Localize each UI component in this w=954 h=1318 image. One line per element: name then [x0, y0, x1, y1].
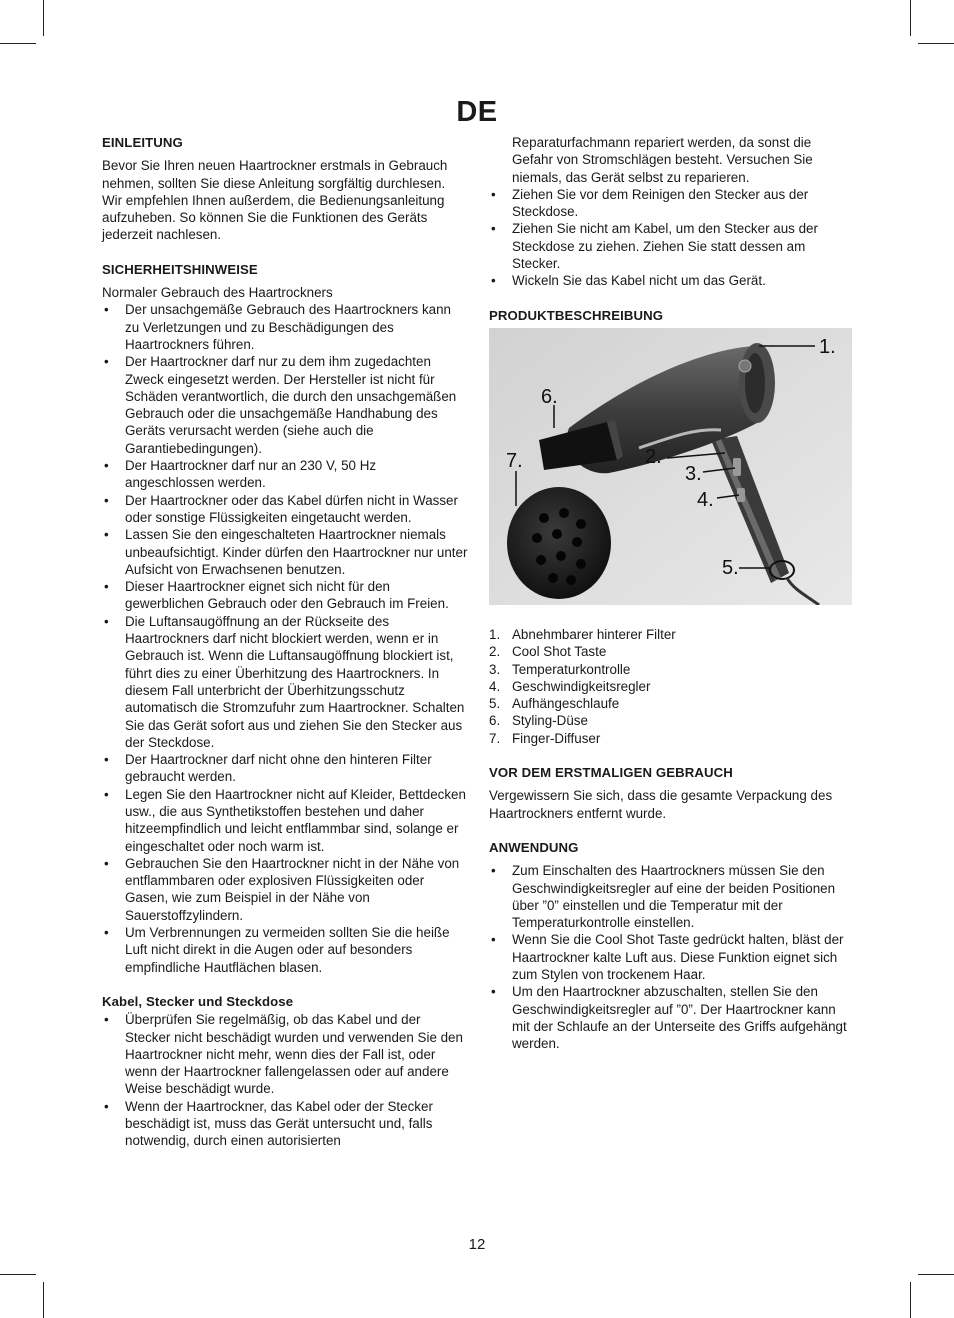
cable-list: [102, 1011, 468, 1149]
part-number: 2.: [489, 644, 501, 660]
part-label: Cool Shot Taste: [512, 644, 607, 660]
callout-label: 6.: [541, 385, 558, 408]
list-item: [489, 695, 853, 712]
part-number: 4.: [489, 678, 501, 694]
list-item: • Die Luftansaugöffnung an der Rückseite des Haartrockners darf nicht blockiert werden, wenn er in Gebrauch ist. Wenn die Luftansaugöffnung blockiert ist, führt dies zu einer Überhitzung des Haartrockners. In diesem Fall unterbricht der Überhitzungsschutz automatisch die Stromzufuhr zum Haartrockner. Schalten Sie das Gerät sofort aus und ziehen Sie den Stecker aus der Steckdose.: [102, 613, 468, 751]
usage-list: [489, 862, 853, 1052]
list-item: • Zum Einschalten des Haartrockners müssen Sie den Geschwindigkeitsregler auf eine der beiden Positionen über ”0” einstellen und die Temperatur mit der Temperaturkontrolle einstellen.: [489, 862, 853, 931]
list-item: [489, 678, 853, 695]
crop-mark: [918, 43, 954, 44]
crop-mark: [0, 1274, 36, 1275]
list-item: • Ziehen Sie vor dem Reinigen den Stecker aus der Steckdose.: [489, 186, 853, 221]
list-item: • Der Haartrockner oder das Kabel dürfen nicht in Wasser oder sonstige Flüssigkeiten eingetaucht werden.: [102, 492, 468, 527]
cable-heading: Kabel, Stecker und Steckdose: [102, 993, 294, 1009]
first-use-text: Vergewissern Sie sich, dass die gesamte Verpackung des Haartrockners entfernt wurde.: [489, 788, 833, 821]
cable-list-continued: [489, 186, 853, 290]
crop-mark: [910, 0, 911, 36]
safety-heading: SICHERHEITSHINWEISE: [102, 261, 258, 277]
list-item: [489, 712, 853, 729]
list-item: • Überprüfen Sie regelmäßig, ob das Kabel und der Stecker nicht beschädigt wurden und verwenden Sie den Haartrockner nicht mehr, wenn dies der Fall ist, oder wenn der Haartrockner fallengelassen oder auf andere Weise beschädigt wurde.: [102, 1011, 468, 1097]
safety-subtitle: Normaler Gebrauch des Haartrockners: [102, 285, 333, 301]
part-number: 6.: [489, 713, 501, 729]
crop-mark: [0, 43, 36, 44]
crop-mark: [918, 1274, 954, 1275]
safety-list: [102, 301, 468, 976]
page-number: 12: [468, 1236, 486, 1253]
crop-mark: [43, 1282, 44, 1318]
list-item: [489, 626, 853, 643]
part-label: Temperaturkontrolle: [512, 661, 631, 677]
product-heading: PRODUKTBESCHREIBUNG: [489, 307, 664, 323]
list-item: [489, 730, 853, 747]
parts-list: [489, 626, 853, 747]
list-item: • Der Haartrockner darf nicht ohne den hinteren Filter gebraucht werden.: [102, 751, 468, 786]
callout-label: 2.: [645, 445, 662, 468]
list-item: • Um Verbrennungen zu vermeiden sollten Sie die heiße Luft nicht direkt in die Augen oder auf besonders empfindliche Hautflächen blasen.: [102, 924, 468, 976]
part-number: 3.: [489, 661, 501, 677]
list-item: • Gebrauchen Sie den Haartrockner nicht in der Nähe von entflammbaren oder explosiven Flüssigkeiten oder Gasen, wie zum Beispiel in der Nähe von Sauerstoffzylindern.: [102, 855, 468, 924]
intro-heading: EINLEITUNG: [102, 135, 183, 150]
usage-heading: ANWENDUNG: [489, 839, 579, 855]
part-number: 7.: [489, 730, 501, 746]
list-item: • Wenn Sie die Cool Shot Taste gedrückt halten, bläst der Haartrockner kalte Luft aus. Diese Funktion eignet sich zum Stylen von trockenem Haar.: [489, 931, 853, 983]
part-label: Aufhängeschlaufe: [512, 696, 620, 712]
list-item: • Legen Sie den Haartrockner nicht auf Kleider, Bettdecken usw., die aus Synthetikstoffen bestehen und daher hitzeempfindlich und leicht entflammbar sind, solange er eingeschaltet oder noch warm ist.: [102, 786, 468, 855]
list-item: • Der unsachgemäße Gebrauch des Haartrockners kann zu Verletzungen und zu Beschädigungen des Haartrockners führen.: [102, 301, 468, 353]
list-item: • Wenn der Haartrockner, das Kabel oder der Stecker beschädigt ist, muss das Gerät untersucht und, falls notwendig, durch einen autorisierten: [102, 1098, 468, 1150]
language-code: DE: [456, 96, 498, 128]
callout-label: 4.: [697, 488, 714, 511]
crop-mark: [910, 1282, 911, 1318]
part-number: 5.: [489, 696, 501, 712]
list-item: [489, 643, 853, 660]
callout-label: 3.: [685, 462, 702, 485]
first-use-heading: VOR DEM ERSTMALIGEN GEBRAUCH: [489, 765, 733, 781]
list-item: • Der Haartrockner darf nur zu dem ihm zugedachten Zweck eingesetzt werden. Der Hersteller ist nicht für Schäden verantwortlich, die durch den unsachgemäßen Gebrauch oder die unsachgemäße Handhabung des Geräts verursacht werden (siehe auch die Garantiebedingungen).: [102, 353, 468, 457]
list-item: • Wickeln Sie das Kabel nicht um das Gerät.: [489, 272, 853, 289]
list-item: • Dieser Haartrockner eignet sich nicht für den gewerblichen Gebrauch oder den Gebrauch im Freien.: [102, 578, 468, 613]
part-label: Styling-Düse: [512, 713, 588, 729]
list-item: • Um den Haartrockner abzuschalten, stellen Sie den Geschwindigkeitsregler auf ”0”. Der Haartrockner kann mit der Schlaufe an der Unterseite des Griffs aufgehängt werden.: [489, 983, 853, 1052]
list-item: • Ziehen Sie nicht am Kabel, um den Stecker aus der Steckdose zu ziehen. Ziehen Sie statt dessen am Stecker.: [489, 220, 853, 272]
list-item: [489, 661, 853, 678]
left-column: [102, 134, 468, 1150]
list-item: • Lassen Sie den eingeschalteten Haartrockner niemals unbeaufsichtigt. Kinder dürfen den Haartrockner nur unter Aufsicht von Erwachsenen benutzen.: [102, 526, 468, 578]
cable-continuation: Reparaturfachmann repariert werden, da sonst die Gefahr von Stromschlägen besteht. Versuchen Sie niemals, das Gerät selbst zu reparieren.: [512, 135, 813, 185]
part-label: Geschwindigkeitsregler: [512, 678, 651, 694]
part-label: Abnehmbarer hinterer Filter: [512, 626, 676, 642]
list-item: • Der Haartrockner darf nur an 230 V, 50 Hz angeschlossen werden.: [102, 457, 468, 492]
intro-text: Bevor Sie Ihren neuen Haartrockner erstmals in Gebrauch nehmen, sollten Sie diese Anleitung sorgfältig durchlesen. Wir empfehlen Ihnen außerdem, die Bedienungsanleitung aufzuheben. So können Sie die Funktionen des Geräts jederzeit nachlesen.: [102, 158, 448, 243]
crop-mark: [43, 0, 44, 36]
right-column: [489, 134, 853, 1053]
hair-dryer-photo: [489, 328, 852, 605]
callout-label: 1.: [819, 335, 836, 358]
callout-label: 5.: [722, 556, 739, 579]
part-number: 1.: [489, 626, 501, 642]
part-label: Finger-Diffuser: [512, 730, 601, 746]
callout-label: 7.: [506, 449, 523, 472]
